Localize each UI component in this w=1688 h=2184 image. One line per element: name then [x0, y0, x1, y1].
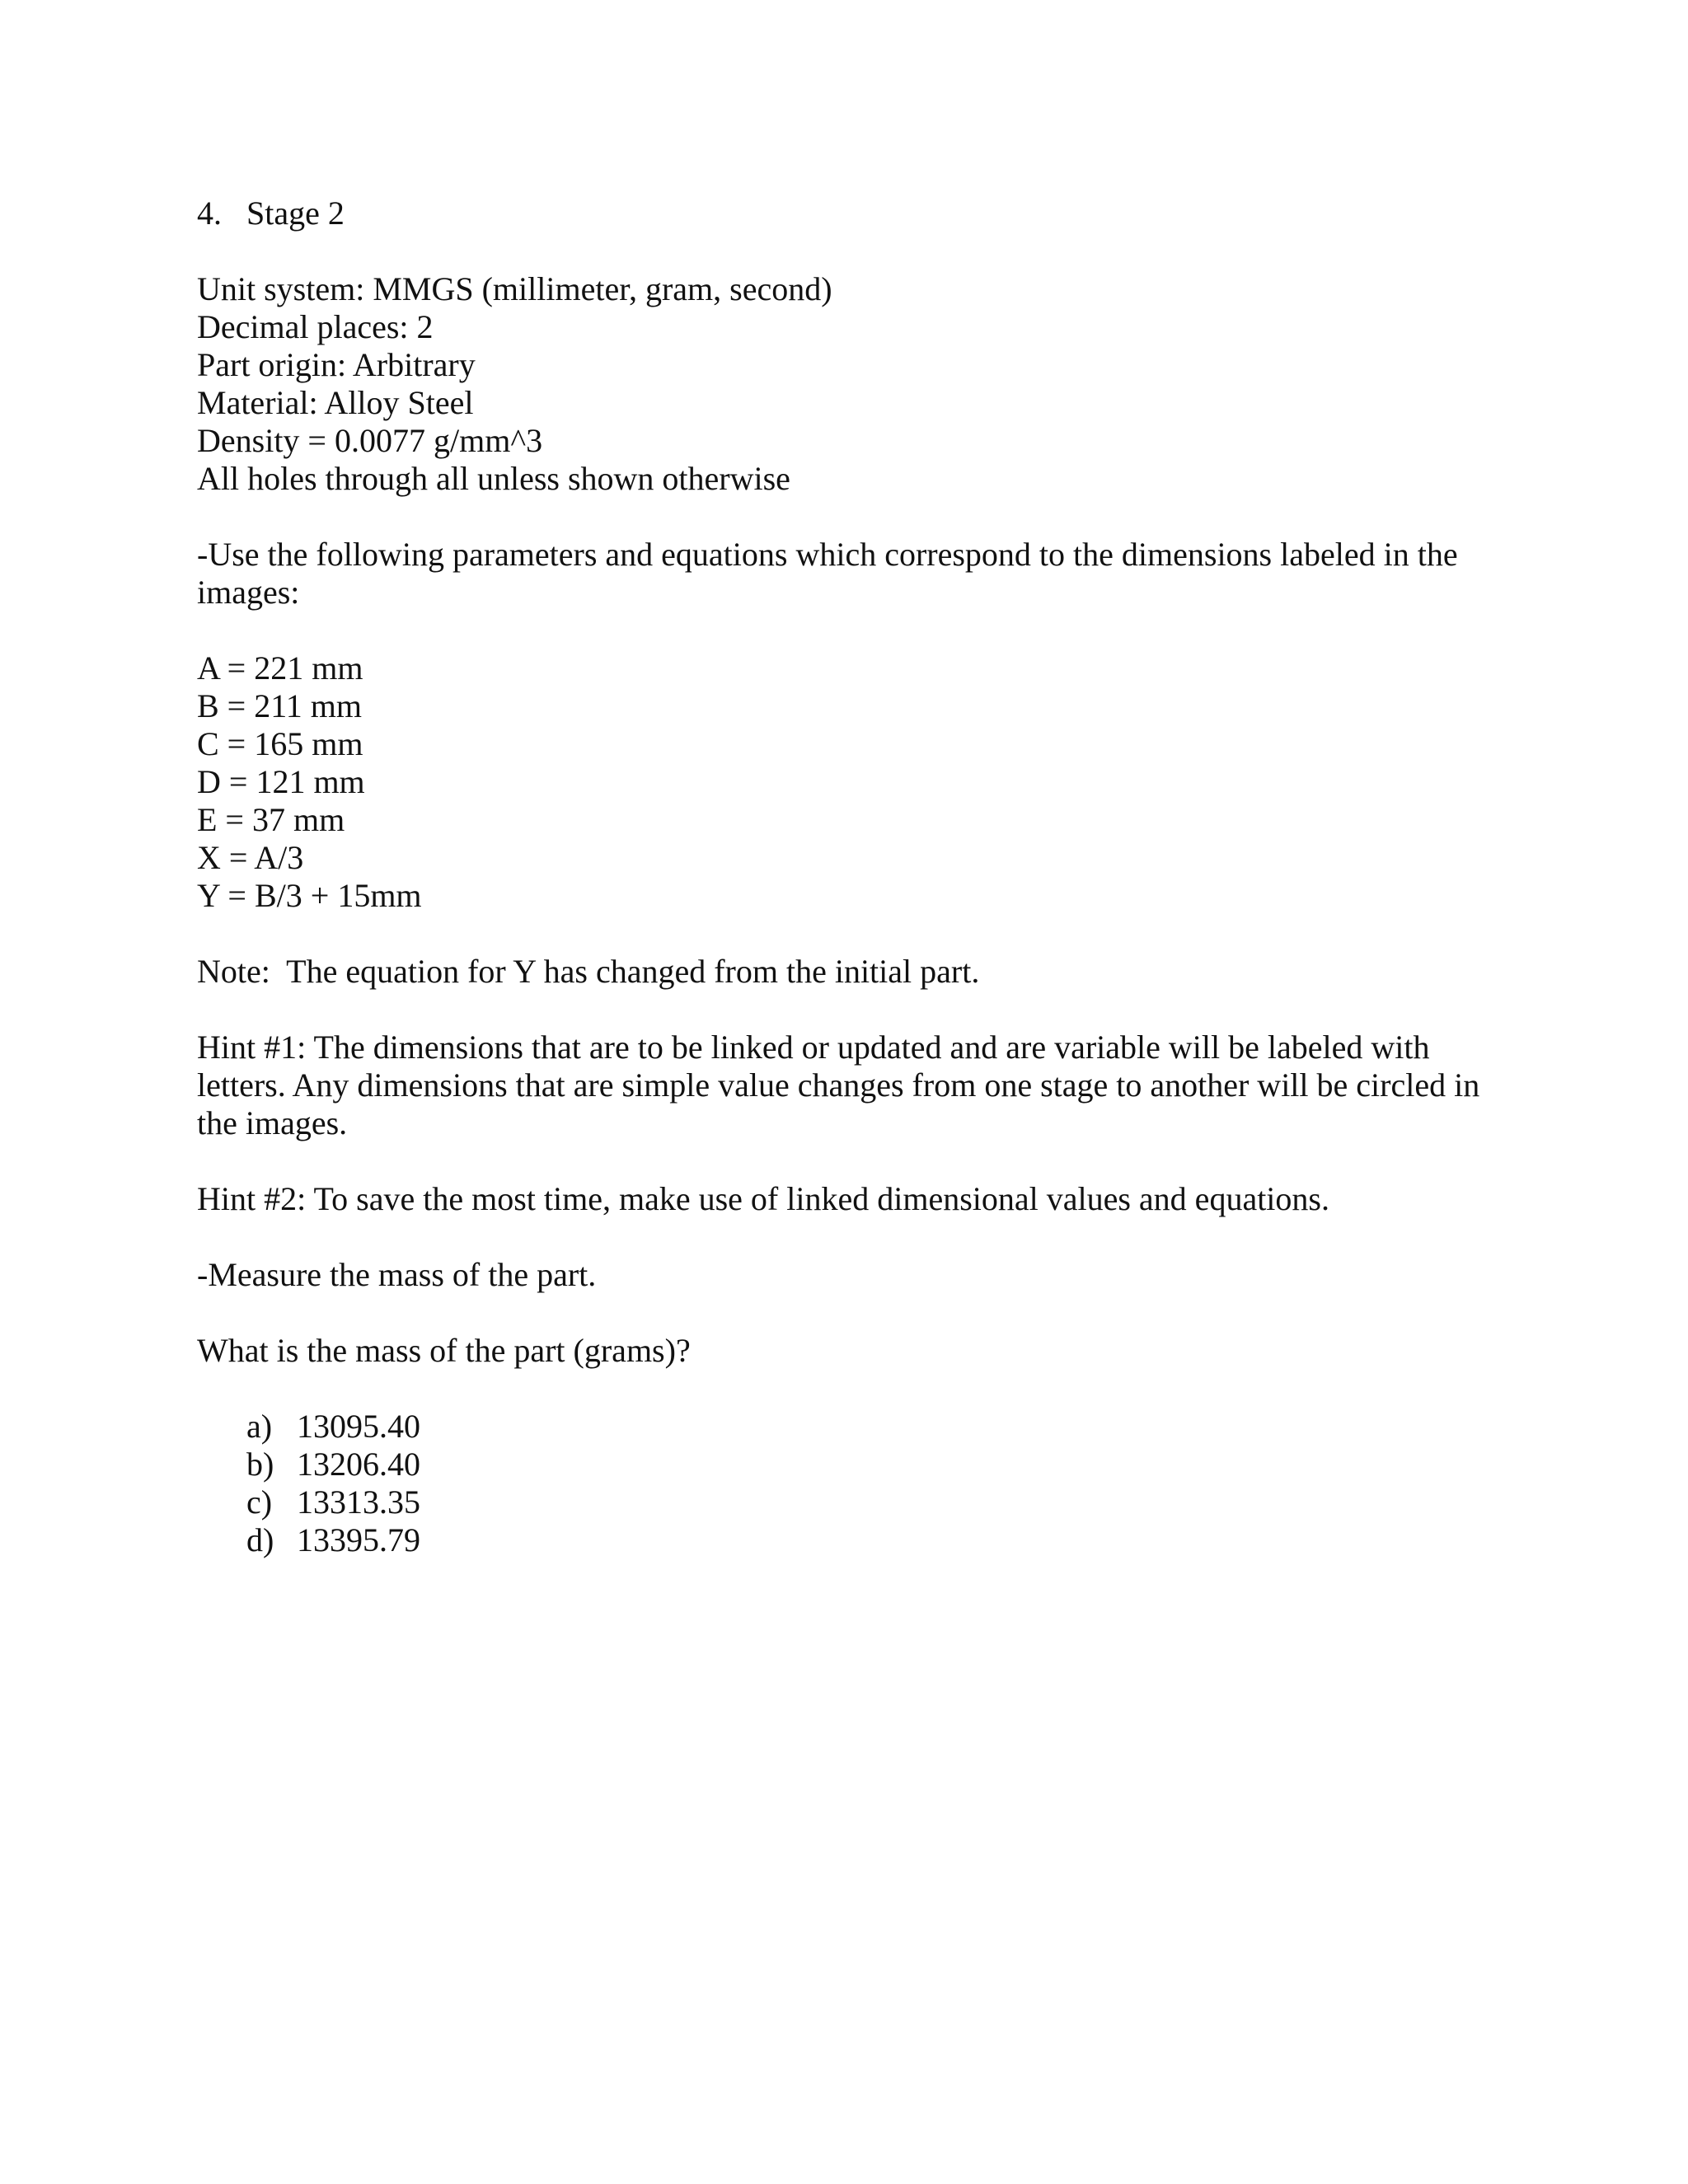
option-letter: d)	[246, 1521, 274, 1558]
prompt-text: What is the mass of the part (grams)?	[197, 1332, 691, 1369]
option-c	[246, 1483, 1516, 1521]
hint-2-text: Hint #2: To save the most time, make use of linked dimensional values and equations.	[197, 1180, 1329, 1217]
question-heading	[197, 194, 1516, 232]
parameter-a: A = 221 mm	[197, 649, 363, 687]
parameter-y: Y = B/3 + 15mm	[197, 877, 422, 914]
measure-instruction	[197, 1256, 1516, 1294]
option-value: 13313.35	[297, 1483, 420, 1521]
spec-part-origin: Part origin: Arbitrary	[197, 346, 476, 383]
document-page	[197, 194, 1516, 1559]
question-title: Stage 2	[246, 194, 345, 232]
spec-material: Material: Alloy Steel	[197, 384, 474, 421]
option-letter: b)	[246, 1446, 274, 1483]
hint-1-line-3: the images.	[197, 1104, 348, 1141]
instruction	[197, 536, 1516, 612]
hint-1-line-1: Hint #1: The dimensions that are to be linked or updated and are variable will be labeled with	[197, 1029, 1430, 1066]
option-b	[246, 1446, 1516, 1483]
option-value: 13206.40	[297, 1446, 420, 1483]
answer-options	[197, 1408, 1516, 1559]
option-letter: a)	[246, 1408, 273, 1445]
option-a	[246, 1408, 1516, 1446]
hint-1-line-2: letters. Any dimensions that are simple value changes from one stage to another will be circled in	[197, 1066, 1480, 1104]
instruction-line-2: images:	[197, 574, 300, 611]
option-value: 13395.79	[297, 1521, 420, 1558]
parameter-e: E = 37 mm	[197, 801, 345, 838]
question-prompt	[197, 1332, 1516, 1370]
spec-density: Density = 0.0077 g/mm^3	[197, 422, 543, 459]
question-number: 4.	[197, 194, 222, 232]
spec-decimal-places: Decimal places: 2	[197, 308, 434, 345]
specifications	[197, 270, 1516, 498]
hint-2	[197, 1180, 1516, 1218]
option-value: 13095.40	[297, 1408, 420, 1445]
parameter-x: X = A/3	[197, 839, 304, 876]
parameter-b: B = 211 mm	[197, 687, 362, 724]
hint-1	[197, 1029, 1516, 1142]
parameters-list	[197, 649, 1516, 915]
option-letter: c)	[246, 1483, 273, 1521]
measure-text: -Measure the mass of the part.	[197, 1256, 597, 1293]
note-text: Note: The equation for Y has changed from the initial part.	[197, 953, 980, 990]
option-d	[246, 1521, 1516, 1559]
parameter-c: C = 165 mm	[197, 725, 363, 762]
spec-unit-system: Unit system: MMGS (millimeter, gram, second)	[197, 270, 832, 307]
note	[197, 953, 1516, 991]
parameter-d: D = 121 mm	[197, 763, 365, 800]
spec-holes: All holes through all unless shown otherwise	[197, 460, 790, 497]
instruction-line-1: -Use the following parameters and equations which correspond to the dimensions labeled in the	[197, 536, 1458, 573]
